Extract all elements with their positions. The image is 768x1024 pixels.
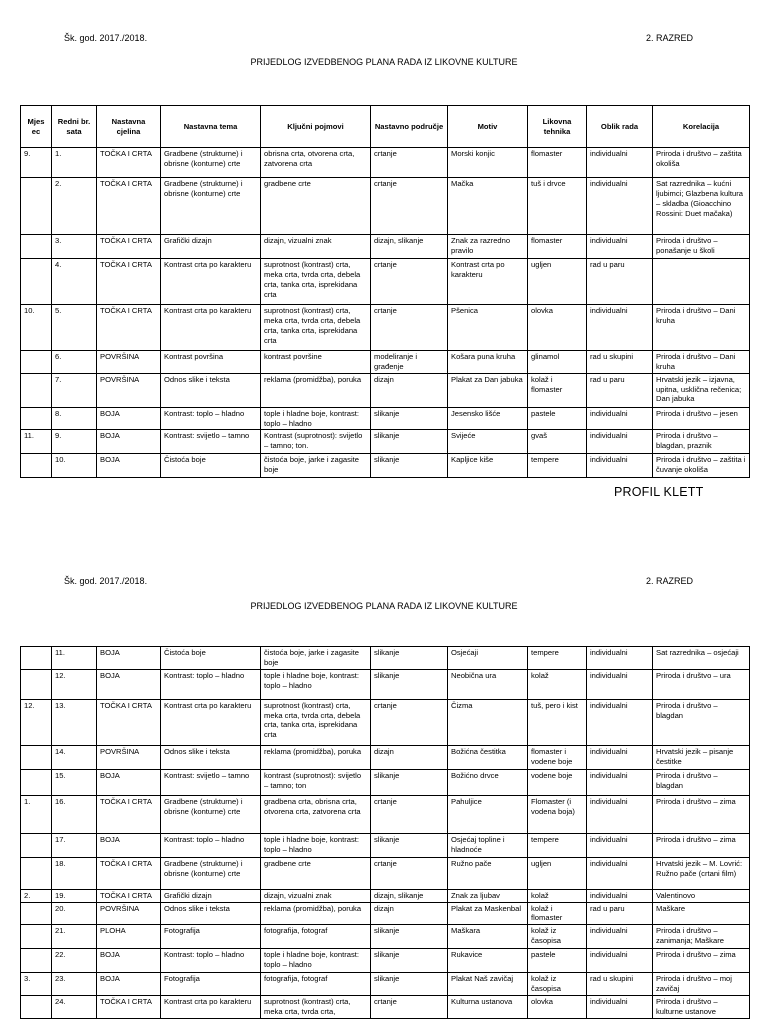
table-row (21, 973, 750, 996)
technique-cell: olovka (528, 305, 587, 351)
area-cell: slikanje (371, 407, 448, 430)
key-concepts-cell: čistoća boje, jarke i zagasite boje (261, 454, 371, 478)
unit-cell: POVRŠINA (97, 373, 161, 407)
month-cell (21, 857, 52, 889)
lesson-number-cell: 10. (52, 454, 97, 478)
table-row (21, 949, 750, 973)
month-cell: 11. (21, 430, 52, 454)
work-form-cell: rad u paru (587, 259, 653, 305)
motif-cell: Maškara (448, 925, 528, 949)
key-concepts-cell: tople i hladne boje, kontrast: toplo – hladno (261, 669, 371, 699)
area-cell: slikanje (371, 454, 448, 478)
topic-cell: Kontrast: toplo – hladno (161, 669, 261, 699)
unit-cell: BOJA (97, 407, 161, 430)
table-row (21, 373, 750, 407)
correlation-cell: Priroda i društvo – blagdan (653, 769, 750, 795)
work-form-cell: rad u paru (587, 373, 653, 407)
area-cell: modeliranje i građenje (371, 351, 448, 374)
topic-cell: Odnos slike i teksta (161, 745, 261, 769)
work-form-cell: individualni (587, 745, 653, 769)
lesson-number-cell: 24. (52, 996, 97, 1019)
technique-cell: tempere (528, 647, 587, 670)
motif-cell: Osjećaj topline i hladnoće (448, 833, 528, 857)
lesson-number-cell: 6. (52, 351, 97, 374)
school-year-label: Šk. god. 2017./2018. (64, 33, 148, 43)
topic-cell: Odnos slike i teksta (161, 902, 261, 925)
work-form-cell: individualni (587, 795, 653, 833)
key-concepts-cell: suprotnost (kontrast) crta, meka crta, tvrda crta, debela crta, tanka crta, isprekidana crta (261, 305, 371, 351)
correlation-cell: Priroda i društvo – zima (653, 833, 750, 857)
key-concepts-cell: tople i hladne boje, kontrast: toplo – hladno (261, 949, 371, 973)
table-row (21, 259, 750, 305)
month-cell: 12. (21, 699, 52, 745)
lesson-number-cell: 22. (52, 949, 97, 973)
technique-cell: tuš i drvce (528, 178, 587, 235)
area-cell: slikanje (371, 973, 448, 996)
motif-cell: Mačka (448, 178, 528, 235)
lesson-number-cell: 18. (52, 857, 97, 889)
table-row (21, 889, 750, 902)
month-cell (21, 235, 52, 259)
work-form-cell: rad u skupini (587, 351, 653, 374)
month-cell: 1. (21, 795, 52, 833)
area-cell: crtanje (371, 178, 448, 235)
area-cell: crtanje (371, 996, 448, 1019)
area-cell: dizajn (371, 373, 448, 407)
topic-cell: Gradbene (strukturne) i obrisne (konturne) crte (161, 857, 261, 889)
table-row (21, 647, 750, 670)
table-row (21, 148, 750, 178)
area-cell: slikanje (371, 949, 448, 973)
month-cell (21, 407, 52, 430)
work-form-cell: individualni (587, 769, 653, 795)
technique-cell: pastele (528, 407, 587, 430)
month-cell (21, 745, 52, 769)
technique-cell: olovka (528, 996, 587, 1019)
table-row (21, 996, 750, 1019)
unit-cell: TOČKA I CRTA (97, 996, 161, 1019)
table-header-row (21, 106, 750, 148)
technique-cell: glinamol (528, 351, 587, 374)
correlation-cell: Priroda i društvo – Dani kruha (653, 305, 750, 351)
motif-cell: Plakat za Dan jabuka (448, 373, 528, 407)
lesson-number-cell: 19. (52, 889, 97, 902)
unit-cell: BOJA (97, 973, 161, 996)
work-form-cell: individualni (587, 699, 653, 745)
work-form-cell: rad u skupini (587, 973, 653, 996)
work-form-cell: individualni (587, 833, 653, 857)
work-form-cell: individualni (587, 669, 653, 699)
plan-table (20, 105, 750, 478)
column-header: Nastavna cjelina (97, 106, 161, 148)
unit-cell: TOČKA I CRTA (97, 178, 161, 235)
unit-cell: TOČKA I CRTA (97, 235, 161, 259)
topic-cell: Kontrast površina (161, 351, 261, 374)
topic-cell: Kontrast: toplo – hladno (161, 833, 261, 857)
motif-cell: Košara puna kruha (448, 351, 528, 374)
lesson-number-cell: 8. (52, 407, 97, 430)
unit-cell: TOČKA I CRTA (97, 305, 161, 351)
column-header: Nastavno područje (371, 106, 448, 148)
technique-cell: kolaž i flomaster (528, 373, 587, 407)
motif-cell: Kontrast crta po karakteru (448, 259, 528, 305)
table-row (21, 699, 750, 745)
unit-cell: TOČKA I CRTA (97, 889, 161, 902)
table-row (21, 925, 750, 949)
key-concepts-cell: reklama (promidžba), poruka (261, 373, 371, 407)
document-title: PRIJEDLOG IZVEDBENOG PLANA RADA IZ LIKOVNE KULTURE (250, 57, 518, 67)
area-cell: dizajn, slikanje (371, 235, 448, 259)
technique-cell: kolaž iz časopisa (528, 925, 587, 949)
technique-cell: flomaster (528, 148, 587, 178)
work-form-cell: individualni (587, 925, 653, 949)
area-cell: slikanje (371, 430, 448, 454)
motif-cell: Neobična ura (448, 669, 528, 699)
lesson-number-cell: 15. (52, 769, 97, 795)
area-cell: dizajn (371, 902, 448, 925)
correlation-cell: Priroda i društvo – zaštita okoliša (653, 148, 750, 178)
correlation-cell: Priroda i društvo – zaštita i čuvanje okoliša (653, 454, 750, 478)
work-form-cell: individualni (587, 857, 653, 889)
topic-cell: Fotografija (161, 925, 261, 949)
work-form-cell: individualni (587, 889, 653, 902)
technique-cell: kolaž (528, 669, 587, 699)
motif-cell: Jesensko lišće (448, 407, 528, 430)
technique-cell: ugljen (528, 857, 587, 889)
motif-cell: Božićno drvce (448, 769, 528, 795)
key-concepts-cell: reklama (promidžba), poruka (261, 745, 371, 769)
correlation-cell: Hrvatski jezik – pisanje čestitke (653, 745, 750, 769)
work-form-cell: individualni (587, 148, 653, 178)
lesson-number-cell: 9. (52, 430, 97, 454)
area-cell: crtanje (371, 259, 448, 305)
lesson-number-cell: 20. (52, 902, 97, 925)
area-cell: crtanje (371, 305, 448, 351)
correlation-cell: Priroda i društvo – ponašanje u školi (653, 235, 750, 259)
work-form-cell: individualni (587, 430, 653, 454)
table-row (21, 178, 750, 235)
unit-cell: BOJA (97, 833, 161, 857)
topic-cell: Kontrast crta po karakteru (161, 699, 261, 745)
motif-cell: Pahuljice (448, 795, 528, 833)
month-cell (21, 351, 52, 374)
month-cell: 2. (21, 889, 52, 902)
technique-cell: tempere (528, 454, 587, 478)
correlation-cell: Hrvatski jezik – M. Lovrić: Ružno pače (crtani film) (653, 857, 750, 889)
motif-cell: Znak za razredno pravilo (448, 235, 528, 259)
topic-cell: Kontrast crta po karakteru (161, 259, 261, 305)
correlation-cell: Priroda i društvo – blagdan, praznik (653, 430, 750, 454)
table-row (21, 795, 750, 833)
technique-cell: Flomaster (i vodena boja) (528, 795, 587, 833)
table-row (21, 305, 750, 351)
correlation-cell: Priroda i društvo – zima (653, 795, 750, 833)
month-cell (21, 949, 52, 973)
correlation-cell: Priroda i društvo – Dani kruha (653, 351, 750, 374)
area-cell: crtanje (371, 857, 448, 889)
column-header: Oblik rada (587, 106, 653, 148)
unit-cell: TOČKA I CRTA (97, 148, 161, 178)
lesson-number-cell: 23. (52, 973, 97, 996)
technique-cell: vodene boje (528, 769, 587, 795)
topic-cell: Gradbene (strukturne) i obrisne (konturne) crte (161, 795, 261, 833)
column-header: Likovna tehnika (528, 106, 587, 148)
lesson-number-cell: 21. (52, 925, 97, 949)
lesson-number-cell: 11. (52, 647, 97, 670)
area-cell: dizajn (371, 745, 448, 769)
month-cell (21, 669, 52, 699)
month-cell: 9. (21, 148, 52, 178)
motif-cell: Ružno pače (448, 857, 528, 889)
area-cell: crtanje (371, 699, 448, 745)
motif-cell: Božićna čestitka (448, 745, 528, 769)
topic-cell: Odnos slike i teksta (161, 373, 261, 407)
topic-cell: Kontrast crta po karakteru (161, 996, 261, 1019)
lesson-number-cell: 14. (52, 745, 97, 769)
key-concepts-cell: reklama (promidžba), poruka (261, 902, 371, 925)
column-header: Ključni pojmovi (261, 106, 371, 148)
unit-cell: BOJA (97, 769, 161, 795)
document-title: PRIJEDLOG IZVEDBENOG PLANA RADA IZ LIKOVNE KULTURE (250, 601, 518, 611)
area-cell: slikanje (371, 669, 448, 699)
motif-cell: Morski konjic (448, 148, 528, 178)
key-concepts-cell: fotografija, fotograf (261, 925, 371, 949)
correlation-cell: Priroda i društvo – moj zavičaj (653, 973, 750, 996)
key-concepts-cell: kontrast površine (261, 351, 371, 374)
topic-cell: Čistoća boje (161, 647, 261, 670)
topic-cell: Kontrast: toplo – hladno (161, 407, 261, 430)
unit-cell: POVRŠINA (97, 902, 161, 925)
unit-cell: TOČKA I CRTA (97, 699, 161, 745)
grade-label: 2. RAZRED (646, 33, 694, 43)
technique-cell: gvaš (528, 430, 587, 454)
area-cell: dizajn, slikanje (371, 889, 448, 902)
key-concepts-cell: gradbene crte (261, 178, 371, 235)
correlation-cell: Priroda i društvo – zanimanja; Maškare (653, 925, 750, 949)
correlation-cell: Sat razrednika – osjećaji (653, 647, 750, 670)
unit-cell: PLOHA (97, 925, 161, 949)
topic-cell: Grafički dizajn (161, 889, 261, 902)
month-cell (21, 925, 52, 949)
correlation-cell: Priroda i društvo – blagdan (653, 699, 750, 745)
key-concepts-cell: tople i hladne boje, kontrast: toplo – hladno (261, 833, 371, 857)
table-row (21, 430, 750, 454)
publisher-brand: PROFIL KLETT (614, 485, 704, 499)
column-header: Mjes ec (21, 106, 52, 148)
work-form-cell: individualni (587, 949, 653, 973)
lesson-number-cell: 5. (52, 305, 97, 351)
month-cell (21, 769, 52, 795)
motif-cell: Kapljice kiše (448, 454, 528, 478)
correlation-cell: Hrvatski jezik – izjavna, upitna, usklična rečenica; Dan jabuka (653, 373, 750, 407)
lesson-number-cell: 7. (52, 373, 97, 407)
key-concepts-cell: gradbene crte (261, 857, 371, 889)
month-cell (21, 259, 52, 305)
area-cell: crtanje (371, 795, 448, 833)
key-concepts-cell: fotografija, fotograf (261, 973, 371, 996)
area-cell: slikanje (371, 833, 448, 857)
motif-cell: Pšenica (448, 305, 528, 351)
table-row (21, 235, 750, 259)
work-form-cell: individualni (587, 305, 653, 351)
technique-cell: kolaž iz časopisa (528, 973, 587, 996)
key-concepts-cell: suprotnost (kontrast) crta, meka crta, tvrda crta, debela crta, tanka crta, isprekidana crta (261, 699, 371, 745)
lesson-number-cell: 3. (52, 235, 97, 259)
month-cell (21, 833, 52, 857)
month-cell (21, 647, 52, 670)
unit-cell: BOJA (97, 669, 161, 699)
motif-cell: Rukavice (448, 949, 528, 973)
unit-cell: BOJA (97, 430, 161, 454)
key-concepts-cell: tople i hladne boje, kontrast: toplo – hladno (261, 407, 371, 430)
area-cell: slikanje (371, 769, 448, 795)
topic-cell: Grafički dizajn (161, 235, 261, 259)
motif-cell: Plakat za Maskenbal (448, 902, 528, 925)
column-header: Redni br. sata (52, 106, 97, 148)
area-cell: crtanje (371, 148, 448, 178)
lesson-number-cell: 2. (52, 178, 97, 235)
motif-cell: Plakat Naš zavičaj (448, 973, 528, 996)
correlation-cell: Priroda i društvo – zima (653, 949, 750, 973)
column-header: Korelacija (653, 106, 750, 148)
correlation-cell: Valentinovo (653, 889, 750, 902)
unit-cell: TOČKA I CRTA (97, 259, 161, 305)
motif-cell: Znak za ljubav (448, 889, 528, 902)
unit-cell: TOČKA I CRTA (97, 857, 161, 889)
key-concepts-cell: dizajn, vizualni znak (261, 235, 371, 259)
unit-cell: BOJA (97, 454, 161, 478)
key-concepts-cell: Kontrast (suprotnost): svijetlo – tamno; ton. (261, 430, 371, 454)
table-row (21, 454, 750, 478)
topic-cell: Kontrast: svijetlo – tamno (161, 430, 261, 454)
unit-cell: POVRŠINA (97, 745, 161, 769)
correlation-cell: Priroda i društvo – jesen (653, 407, 750, 430)
work-form-cell: rad u paru (587, 902, 653, 925)
work-form-cell: individualni (587, 647, 653, 670)
month-cell (21, 454, 52, 478)
lesson-number-cell: 12. (52, 669, 97, 699)
table-row (21, 745, 750, 769)
month-cell: 3. (21, 973, 52, 996)
key-concepts-cell: gradbena crta, obrisna crta, otvorena crta, zatvorena crta (261, 795, 371, 833)
area-cell: slikanje (371, 647, 448, 670)
correlation-cell (653, 259, 750, 305)
topic-cell: Gradbene (strukturne) i obrisne (konturne) crte (161, 178, 261, 235)
technique-cell: flomaster (528, 235, 587, 259)
technique-cell: kolaž (528, 889, 587, 902)
lesson-number-cell: 4. (52, 259, 97, 305)
technique-cell: kolaž i flomaster (528, 902, 587, 925)
table-row (21, 769, 750, 795)
table-row (21, 407, 750, 430)
lesson-number-cell: 13. (52, 699, 97, 745)
key-concepts-cell: kontrast (suprotnost): svijetlo – tamno; ton (261, 769, 371, 795)
correlation-cell: Priroda i društvo – ura (653, 669, 750, 699)
table-row (21, 351, 750, 374)
lesson-number-cell: 1. (52, 148, 97, 178)
work-form-cell: individualni (587, 407, 653, 430)
area-cell: slikanje (371, 925, 448, 949)
topic-cell: Kontrast: svijetlo – tamno (161, 769, 261, 795)
table-row (21, 857, 750, 889)
month-cell: 10. (21, 305, 52, 351)
unit-cell: TOČKA I CRTA (97, 795, 161, 833)
grade-label: 2. RAZRED (646, 576, 694, 586)
month-cell (21, 902, 52, 925)
lesson-number-cell: 17. (52, 833, 97, 857)
motif-cell: Kulturna ustanova (448, 996, 528, 1019)
column-header: Motiv (448, 106, 528, 148)
month-cell (21, 996, 52, 1019)
correlation-cell: Sat razrednika – kućni ljubimci; Glazbena kultura – skladba (Gioacchino Rossini: Duet mačaka) (653, 178, 750, 235)
plan-table (20, 646, 750, 1019)
technique-cell: pastele (528, 949, 587, 973)
technique-cell: tempere (528, 833, 587, 857)
key-concepts-cell: čistoća boje, jarke i zagasite boje (261, 647, 371, 670)
lesson-number-cell: 16. (52, 795, 97, 833)
key-concepts-cell: suprotnost (kontrast) crta, meka crta, tvrda crta, debela crta, tanka crta, isprekidana crta (261, 259, 371, 305)
unit-cell: BOJA (97, 647, 161, 670)
month-cell (21, 373, 52, 407)
month-cell (21, 178, 52, 235)
correlation-cell: Maškare (653, 902, 750, 925)
key-concepts-cell: dizajn, vizualni znak (261, 889, 371, 902)
key-concepts-cell: suprotnost (kontrast) crta, meka crta, tvrda crta, (261, 996, 371, 1019)
work-form-cell: individualni (587, 235, 653, 259)
motif-cell: Osjećaji (448, 647, 528, 670)
technique-cell: tuš, pero i kist (528, 699, 587, 745)
technique-cell: flomaster i vodene boje (528, 745, 587, 769)
motif-cell: Čizma (448, 699, 528, 745)
topic-cell: Fotografija (161, 973, 261, 996)
table-row (21, 669, 750, 699)
key-concepts-cell: obrisna crta, otvorena crta, zatvorena crta (261, 148, 371, 178)
school-year-label: Šk. god. 2017./2018. (64, 576, 148, 586)
work-form-cell: individualni (587, 996, 653, 1019)
work-form-cell: individualni (587, 178, 653, 235)
motif-cell: Svijeće (448, 430, 528, 454)
table-row (21, 902, 750, 925)
technique-cell: ugljen (528, 259, 587, 305)
topic-cell: Gradbene (strukturne) i obrisne (konturne) crte (161, 148, 261, 178)
unit-cell: POVRŠINA (97, 351, 161, 374)
topic-cell: Kontrast: toplo – hladno (161, 949, 261, 973)
work-form-cell: individualni (587, 454, 653, 478)
table-row (21, 833, 750, 857)
topic-cell: Kontrast crta po karakteru (161, 305, 261, 351)
unit-cell: BOJA (97, 949, 161, 973)
correlation-cell: Priroda i društvo – kulturne ustanove (653, 996, 750, 1019)
topic-cell: Čistoća boje (161, 454, 261, 478)
column-header: Nastavna tema (161, 106, 261, 148)
